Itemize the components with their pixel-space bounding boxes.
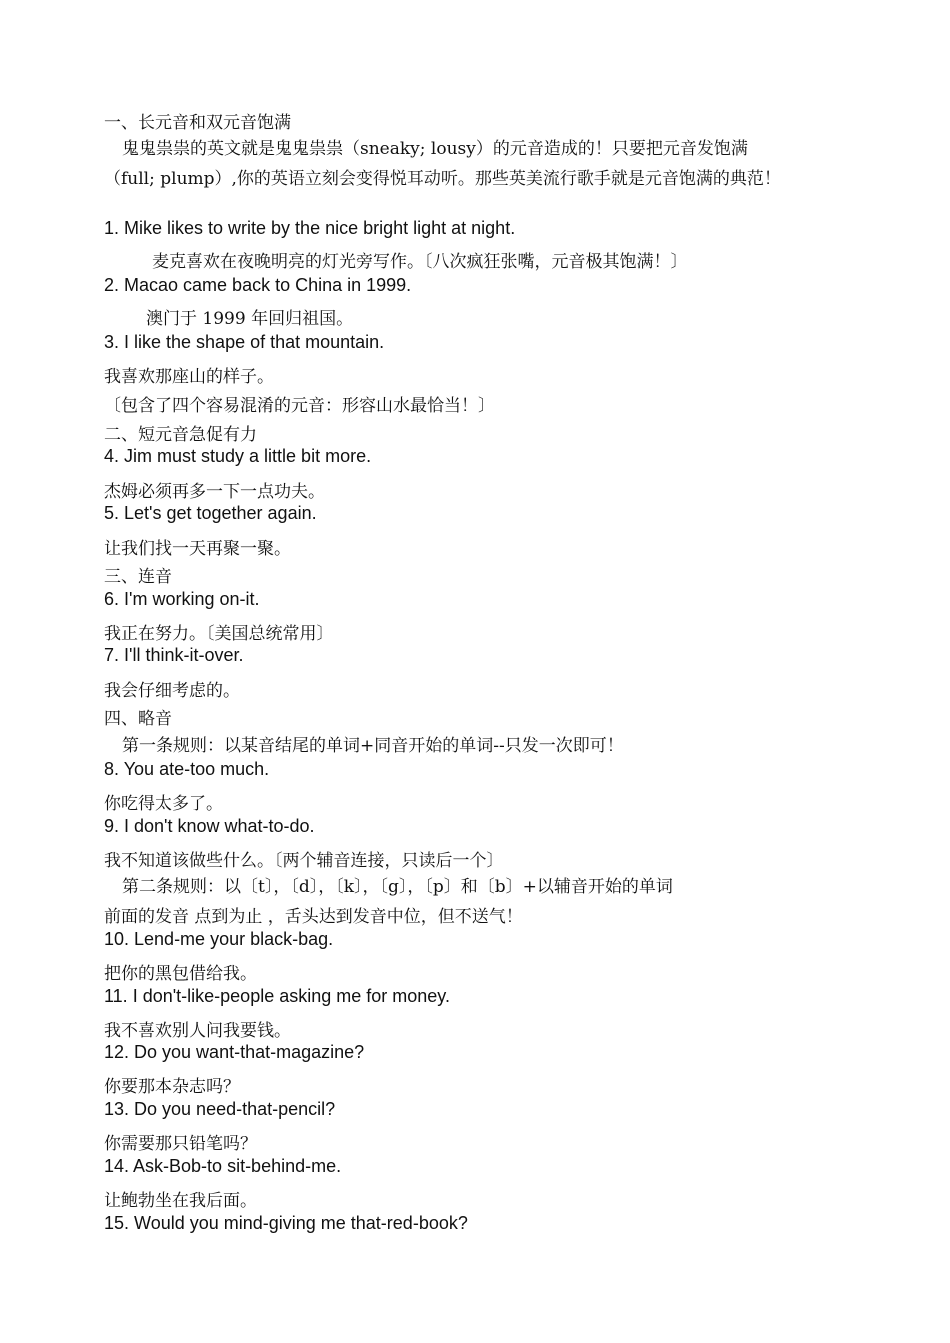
translation-11: 我不喜欢别人问我要钱。 (104, 1021, 291, 1041)
example-sentence-11: 11. I don't-like-people asking me for money. (104, 986, 450, 1006)
example-sentence-3: 3. I like the shape of that mountain. (104, 332, 385, 352)
example-sentence-5: 5. Let's get together again. (104, 503, 317, 523)
note-3: 〔包含了四个容易混淆的元音：形容山水最恰当！〕 (104, 396, 495, 416)
translation-4: 杰姆必须再多一下一点功夫。 (104, 482, 325, 502)
translation-12: 你要那本杂志吗？ (104, 1077, 240, 1097)
example-sentence-12: 12. Do you want-that-magazine? (104, 1042, 365, 1062)
translation-9: 我不知道该做些什么。〔两个辅音连接，只读后一个〕 (104, 851, 504, 871)
elision-rule-2-line-2: 前面的发音 点到为止 ，舌头达到发音中位，但不送气！ (104, 907, 523, 927)
translation-1: 麦克喜欢在夜晚明亮的灯光旁写作。〔八次疯狂张嘴，元音极其饱满！〕 (152, 252, 688, 272)
translation-3: 我喜欢那座山的样子。 (104, 367, 274, 387)
section-heading-long-vowels: 一、长元音和双元音饱满 (104, 113, 291, 133)
translation-5: 让我们找一天再聚一聚。 (104, 539, 291, 559)
translation-13: 你需要那只铅笔吗？ (104, 1134, 257, 1154)
section-heading-linking: 三、连音 (104, 567, 172, 587)
translation-2: 澳门于 1999 年回归祖国。 (146, 309, 354, 329)
example-sentence-13: 13. Do you need-that-pencil? (104, 1099, 336, 1119)
example-sentence-4: 4. Jim must study a little bit more. (104, 446, 372, 466)
example-sentence-6: 6. I'm working on-it. (104, 589, 260, 609)
intro-paragraph-line-1: 鬼鬼祟祟的英文就是鬼鬼祟祟（sneaky; lousy）的元音造成的！只要把元音发饱满 (122, 139, 748, 159)
elision-rule-1: 第一条规则：以某音结尾的单词+同音开始的单词--只发一次即可！ (122, 736, 624, 756)
example-sentence-9: 9. I don't know what-to-do. (104, 816, 315, 836)
elision-rule-2-line-1: 第二条规则：以〔t〕，〔d〕，〔k〕，〔g〕，〔p〕和〔b〕+以辅音开始的单词 (122, 877, 673, 897)
example-sentence-2: 2. Macao came back to China in 1999. (104, 275, 412, 295)
example-sentence-14: 14. Ask-Bob-to sit-behind-me. (104, 1156, 342, 1176)
example-sentence-7: 7. I'll think-it-over. (104, 645, 244, 665)
translation-14: 让鲍勃坐在我后面。 (104, 1191, 257, 1211)
translation-6: 我正在努力。〔美国总统常用〕 (104, 624, 334, 644)
intro-paragraph-line-2: （full; plump）,你的英语立刻会变得悦耳动听。那些英美流行歌手就是元音饱满的典范！ (104, 169, 781, 189)
translation-10: 把你的黑包借给我。 (104, 964, 257, 984)
section-heading-elision: 四、略音 (104, 709, 172, 729)
translation-7: 我会仔细考虑的。 (104, 681, 240, 701)
example-sentence-1: 1. Mike likes to write by the nice bright light at night. (104, 218, 516, 238)
example-sentence-8: 8. You ate-too much. (104, 759, 270, 779)
example-sentence-15: 15. Would you mind-giving me that-red-book? (104, 1213, 468, 1233)
translation-8: 你吃得太多了。 (104, 794, 223, 814)
example-sentence-10: 10. Lend-me your black-bag. (104, 929, 334, 949)
section-heading-short-vowels: 二、短元音急促有力 (104, 425, 257, 445)
